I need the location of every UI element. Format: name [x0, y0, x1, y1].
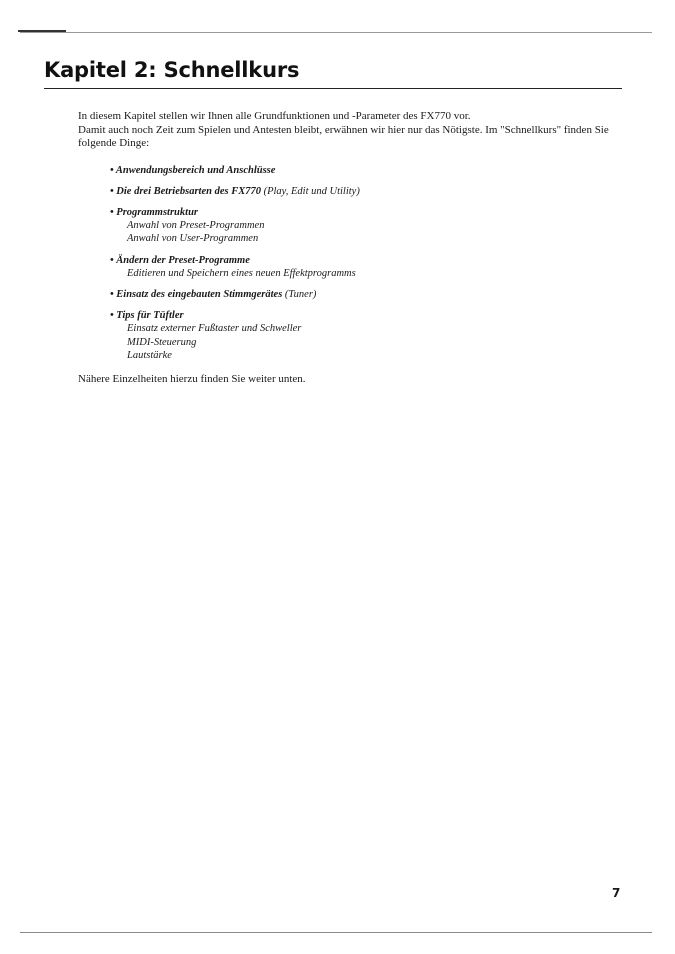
- topic-heading: [110, 309, 590, 322]
- intro-paragraph: [78, 110, 626, 151]
- top-rule: [20, 32, 652, 33]
- subtopic-item: Editieren und Speichern eines neuen Effektprogramms: [127, 267, 356, 279]
- title-underline: [44, 88, 622, 89]
- topic-label: • Ändern der Preset-Programme: [110, 254, 250, 266]
- bottom-rule: [20, 932, 652, 933]
- topic-item: [110, 185, 590, 198]
- topic-label: • Die drei Betriebsarten des FX770: [110, 186, 261, 197]
- topic-item: [110, 164, 590, 177]
- topic-heading: [110, 254, 590, 267]
- topic-heading: [110, 288, 590, 301]
- topic-item: [110, 206, 590, 246]
- topic-label: • Programmstruktur: [110, 207, 198, 218]
- topic-heading: [110, 185, 590, 198]
- topic-item: [110, 254, 590, 280]
- topic-label: • Anwendungsbereich und Anschlüsse: [110, 165, 276, 176]
- topic-suffix: (Tuner): [282, 289, 317, 301]
- intro-line-2: Damit auch noch Zeit zum Spielen und Antesten bleibt, erwähnen wir hier nur das Nötigste. Im "Schnellkurs" finden Sie folgende Dinge:: [78, 123, 609, 150]
- topic-list: [110, 164, 590, 370]
- subtopic-item: Einsatz externer Fußtaster und Schweller: [127, 323, 302, 335]
- subtopic-item: Lautstärke: [127, 350, 172, 362]
- subtopic-list: [110, 322, 590, 362]
- topic-item: [110, 288, 590, 301]
- topic-heading: [110, 164, 590, 177]
- intro-line-1: In diesem Kapitel stellen wir Ihnen alle Grundfunktionen und -Parameter des FX770 vor.: [78, 110, 471, 122]
- topic-heading: [110, 206, 590, 219]
- subtopic-item: Anwahl von Preset-Programmen: [127, 220, 265, 231]
- subtopic-item: Anwahl von User-Programmen: [127, 233, 259, 245]
- subtopic-list: [110, 219, 590, 246]
- topic-label: • Tips für Tüftler: [110, 310, 184, 322]
- topic-label: • Einsatz des eingebauten Stimmgerätes: [110, 289, 283, 301]
- subtopic-item: MIDI-Steuerung: [127, 336, 197, 348]
- subtopic-list: [110, 267, 590, 280]
- topic-item: [110, 309, 590, 362]
- topic-suffix: (Play, Edit und Utility): [260, 186, 360, 197]
- chapter-title: Kapitel 2: Schnellkurs: [44, 58, 300, 82]
- outro-paragraph: Nähere Einzelheiten hierzu finden Sie weiter unten.: [78, 373, 306, 385]
- page-number: 7: [612, 886, 621, 900]
